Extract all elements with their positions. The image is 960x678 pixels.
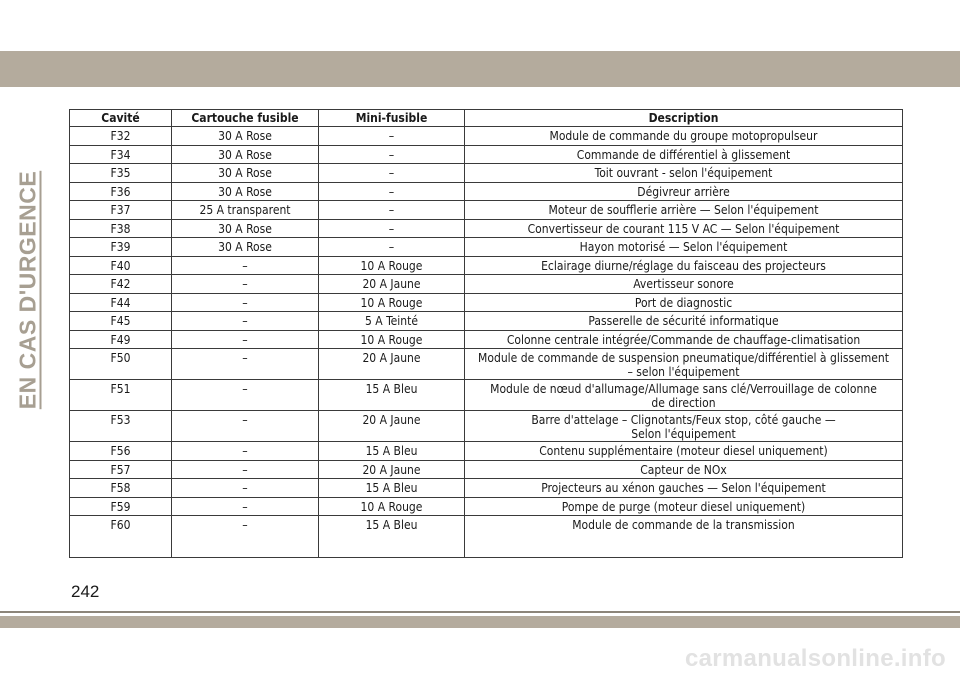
table-row	[70, 275, 903, 294]
table-row	[70, 497, 903, 516]
description-cell	[465, 497, 903, 516]
description-line: Contenu supplémentaire (moteur diesel uniquement)	[539, 444, 828, 458]
page-number: 242	[71, 582, 100, 601]
cartridge-fuse-cell: 30 A Rose	[172, 127, 319, 146]
cartridge-fuse-cell: 30 A Rose	[172, 182, 319, 201]
cavity-cell: F58	[70, 479, 172, 498]
description-cell	[465, 145, 903, 164]
cartridge-fuse-cell: –	[172, 411, 319, 442]
table-header-row	[70, 110, 903, 127]
mini-fuse-cell: 20 A Jaune	[319, 275, 465, 294]
cartridge-fuse-cell: –	[172, 442, 319, 461]
mini-fuse-cell: 10 A Rouge	[319, 330, 465, 349]
header-mini-fuse: Mini-fusible	[319, 110, 465, 127]
table-row	[70, 145, 903, 164]
mini-fuse-cell: 10 A Rouge	[319, 293, 465, 312]
description-line: Passerelle de sécurité informatique	[588, 314, 779, 328]
cartridge-fuse-cell: –	[172, 516, 319, 558]
cavity-cell: F37	[70, 201, 172, 220]
header-cavity: Cavité	[70, 110, 172, 127]
table-row	[70, 479, 903, 498]
cartridge-fuse-cell: 25 A transparent	[172, 201, 319, 220]
header-description: Description	[465, 110, 903, 127]
description-cell	[465, 312, 903, 331]
description-cell	[465, 411, 903, 442]
description-line: Barre d'attelage – Clignotants/Feux stop, côté gauche —	[531, 413, 836, 427]
mini-fuse-cell: 15 A Bleu	[319, 442, 465, 461]
cavity-cell: F38	[70, 219, 172, 238]
description-cell	[465, 256, 903, 275]
description-line: Colonne centrale intégrée/Commande de chauffage-climatisation	[506, 332, 861, 347]
table-row	[70, 238, 903, 257]
description-cell	[465, 164, 903, 183]
footer-band	[0, 616, 960, 628]
footer-rule	[0, 611, 960, 613]
cavity-cell: F42	[70, 275, 172, 294]
cavity-cell: F32	[70, 127, 172, 146]
cavity-cell: F56	[70, 442, 172, 461]
description-line: Dégivreur arrière	[637, 184, 730, 199]
description-cell	[465, 127, 903, 146]
description-line: – selon l'équipement	[627, 365, 740, 379]
description-line: Port de diagnostic	[634, 295, 733, 310]
cavity-cell: F45	[70, 312, 172, 331]
cartridge-fuse-cell: –	[172, 380, 319, 411]
mini-fuse-cell: 20 A Jaune	[319, 349, 465, 380]
cartridge-fuse-cell: 30 A Rose	[172, 164, 319, 183]
cavity-cell: F59	[70, 497, 172, 516]
table-row	[70, 442, 903, 461]
mini-fuse-cell: 10 A Rouge	[319, 497, 465, 516]
mini-fuse-cell: –	[319, 201, 465, 220]
cartridge-fuse-cell: –	[172, 256, 319, 275]
description-cell	[465, 460, 903, 479]
description-cell	[465, 479, 903, 498]
description-line: de direction	[651, 396, 716, 410]
description-cell	[465, 380, 903, 411]
cartridge-fuse-cell: –	[172, 330, 319, 349]
cavity-cell: F44	[70, 293, 172, 312]
table-row	[70, 349, 903, 380]
table-row	[70, 460, 903, 479]
description-line: Capteur de NOx	[640, 462, 727, 477]
mini-fuse-cell: 15 A Bleu	[319, 516, 465, 558]
table-row	[70, 330, 903, 349]
header-cartridge-fuse: Cartouche fusible	[172, 110, 319, 127]
cavity-cell: F40	[70, 256, 172, 275]
cartridge-fuse-cell: 30 A Rose	[172, 219, 319, 238]
table-row	[70, 219, 903, 238]
cartridge-fuse-cell: –	[172, 293, 319, 312]
mini-fuse-cell: –	[319, 145, 465, 164]
cavity-cell: F50	[70, 349, 172, 380]
cavity-cell: F51	[70, 380, 172, 411]
description-line: Hayon motorisé — Selon l'équipement	[579, 240, 788, 254]
cavity-cell: F39	[70, 238, 172, 257]
description-cell	[465, 182, 903, 201]
mini-fuse-cell: 15 A Bleu	[319, 479, 465, 498]
description-line: Projecteurs au xénon gauches — Selon l'équipement	[541, 481, 826, 495]
table-row	[70, 516, 903, 558]
table-row	[70, 312, 903, 331]
description-line: Avertisseur sonore	[633, 277, 734, 291]
description-cell	[465, 219, 903, 238]
fuse-table	[69, 109, 903, 558]
section-label: EN CAS D'URGENCE	[14, 170, 41, 410]
table-row	[70, 411, 903, 442]
cartridge-fuse-cell: –	[172, 275, 319, 294]
mini-fuse-cell: –	[319, 238, 465, 257]
cavity-cell: F49	[70, 330, 172, 349]
table-row	[70, 380, 903, 411]
cartridge-fuse-cell: 30 A Rose	[172, 238, 319, 257]
description-cell	[465, 349, 903, 380]
cavity-cell: F53	[70, 411, 172, 442]
cavity-cell: F36	[70, 182, 172, 201]
description-cell	[465, 516, 903, 558]
table-row	[70, 293, 903, 312]
cavity-cell: F57	[70, 460, 172, 479]
mini-fuse-cell: –	[319, 219, 465, 238]
description-line: Toit ouvrant - selon l'équipement	[594, 166, 773, 180]
table-row	[70, 164, 903, 183]
description-line: Commande de différentiel à glissement	[576, 147, 791, 162]
watermark: carmanualsonline.info	[684, 645, 946, 672]
table-row	[70, 201, 903, 220]
description-cell	[465, 442, 903, 461]
cartridge-fuse-cell: –	[172, 497, 319, 516]
mini-fuse-cell: –	[319, 127, 465, 146]
header-band	[0, 51, 960, 87]
description-cell	[465, 330, 903, 349]
description-line: Convertisseur de courant 115 V AC — Selon l'équipement	[527, 221, 840, 236]
description-line: Module de commande du groupe motopropulseur	[549, 129, 818, 143]
mini-fuse-cell: 5 A Teinté	[319, 312, 465, 331]
cavity-cell: F60	[70, 516, 172, 558]
description-line: Module de commande de la transmission	[572, 518, 795, 532]
description-line: Eclairage diurne/réglage du faisceau des projecteurs	[541, 258, 826, 273]
table-row	[70, 127, 903, 146]
cartridge-fuse-cell: 30 A Rose	[172, 145, 319, 164]
mini-fuse-cell: –	[319, 182, 465, 201]
cartridge-fuse-cell: –	[172, 479, 319, 498]
cartridge-fuse-cell: –	[172, 460, 319, 479]
mini-fuse-cell: 15 A Bleu	[319, 380, 465, 411]
description-line: Selon l'équipement	[631, 427, 736, 441]
cavity-cell: F34	[70, 145, 172, 164]
description-cell	[465, 293, 903, 312]
cartridge-fuse-cell: –	[172, 349, 319, 380]
cavity-cell: F35	[70, 164, 172, 183]
description-cell	[465, 201, 903, 220]
table-body	[70, 127, 903, 558]
mini-fuse-cell: 20 A Jaune	[319, 411, 465, 442]
table-row	[70, 182, 903, 201]
table-row	[70, 256, 903, 275]
description-line: Pompe de purge (moteur diesel uniquement)	[561, 499, 806, 514]
mini-fuse-cell: 10 A Rouge	[319, 256, 465, 275]
description-cell	[465, 275, 903, 294]
mini-fuse-cell: 20 A Jaune	[319, 460, 465, 479]
description-line: Moteur de soufflerie arrière — Selon l'équipement	[548, 203, 819, 217]
description-line: Module de commande de suspension pneumatique/différentiel à glissement	[478, 351, 889, 365]
description-cell	[465, 238, 903, 257]
mini-fuse-cell: –	[319, 164, 465, 183]
description-line: Module de nœud d'allumage/Allumage sans clé/Verrouillage de colonne	[490, 382, 877, 396]
cartridge-fuse-cell: –	[172, 312, 319, 331]
